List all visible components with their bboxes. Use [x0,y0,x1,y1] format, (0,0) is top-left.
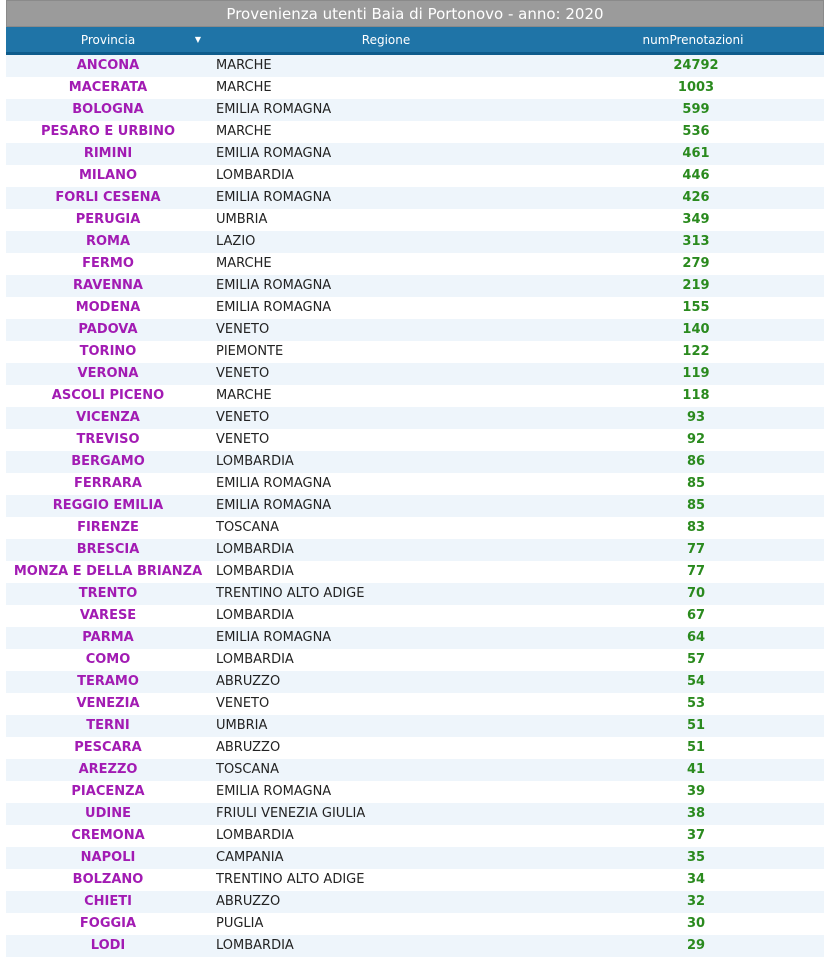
table-row [6,319,824,341]
cell-provincia: FOGGIA [79,916,137,931]
cell-provincia: ROMA [85,234,131,249]
cell-regione: MARCHE [216,256,272,271]
cell-provincia: PADOVA [78,322,138,337]
cell-num-prenotazioni: 461 [682,146,710,161]
table-row [6,385,824,407]
cell-provincia: MILANO [78,168,138,183]
cell-num-prenotazioni: 140 [682,322,710,337]
table-row [6,297,824,319]
cell-num-prenotazioni: 53 [686,696,706,711]
cell-num-prenotazioni: 279 [682,256,710,271]
cell-num-prenotazioni: 349 [682,212,710,227]
cell-regione: ABRUZZO [216,894,281,909]
table-row [6,737,824,759]
table-row [6,429,824,451]
table-row [6,869,824,891]
column-header-provincia[interactable]: Provincia [80,33,136,47]
table-row [6,187,824,209]
cell-num-prenotazioni: 119 [682,366,710,381]
cell-regione: VENETO [216,410,270,425]
table-row [6,253,824,275]
cell-regione: UMBRIA [216,212,268,227]
cell-regione: LOMBARDIA [216,938,294,953]
cell-provincia: MACERATA [68,80,148,95]
cell-num-prenotazioni: 30 [686,916,706,931]
table-row [6,759,824,781]
cell-regione: VENETO [216,696,270,711]
table-row [6,99,824,121]
table-title: Provenienza utenti Baia di Portonovo - anno: 2020 [6,0,824,27]
table-row [6,561,824,583]
cell-num-prenotazioni: 85 [686,476,706,491]
cell-provincia: PESCARA [74,740,142,755]
cell-provincia: FERRARA [74,476,142,491]
table-row [6,473,824,495]
cell-num-prenotazioni: 77 [686,564,706,579]
cell-num-prenotazioni: 1003 [677,80,715,95]
table-row [6,671,824,693]
cell-provincia: BERGAMO [71,454,145,469]
cell-provincia: PESARO E URBINO [40,124,176,139]
cell-provincia: VENEZIA [76,696,140,711]
cell-num-prenotazioni: 32 [686,894,706,909]
cell-regione: ABRUZZO [216,740,281,755]
cell-num-prenotazioni: 54 [686,674,706,689]
cell-provincia: TERAMO [77,674,139,689]
cell-num-prenotazioni: 86 [686,454,706,469]
cell-num-prenotazioni: 41 [686,762,706,777]
cell-provincia: PIACENZA [71,784,145,799]
cell-provincia: TORINO [79,344,137,359]
cell-regione: TOSCANA [216,520,280,535]
cell-regione: LAZIO [216,234,256,249]
cell-provincia: PERUGIA [75,212,141,227]
table-row [6,363,824,385]
table-row [6,517,824,539]
cell-regione: VENETO [216,322,270,337]
cell-num-prenotazioni: 39 [686,784,706,799]
cell-provincia: TRENTO [78,586,138,601]
table-header [6,27,824,55]
cell-provincia: MONZA E DELLA BRIANZA [13,564,203,579]
table-row [6,539,824,561]
cell-regione: UMBRIA [216,718,268,733]
cell-provincia: NAPOLI [80,850,136,865]
table-row [6,77,824,99]
cell-provincia: AREZZO [78,762,138,777]
cell-regione: MARCHE [216,58,272,73]
cell-provincia: BOLZANO [72,872,144,887]
cell-provincia: VARESE [79,608,137,623]
cell-regione: MARCHE [216,80,272,95]
cell-provincia: FORLI CESENA [55,190,161,205]
cell-regione: ABRUZZO [216,674,281,689]
cell-provincia: UDINE [85,806,131,821]
cell-num-prenotazioni: 57 [686,652,706,667]
cell-num-prenotazioni: 155 [682,300,710,315]
cell-regione: MARCHE [216,388,272,403]
cell-provincia: RAVENNA [73,278,143,293]
table-row [6,715,824,737]
cell-regione: EMILIA ROMAGNA [216,784,332,799]
cell-provincia: MODENA [75,300,141,315]
cell-regione: EMILIA ROMAGNA [216,476,332,491]
cell-regione: VENETO [216,432,270,447]
table-row [6,495,824,517]
cell-regione: EMILIA ROMAGNA [216,146,332,161]
cell-regione: LOMBARDIA [216,454,294,469]
cell-num-prenotazioni: 426 [682,190,710,205]
cell-regione: EMILIA ROMAGNA [216,278,332,293]
column-header-regione[interactable]: Regione [361,33,411,47]
cell-num-prenotazioni: 24792 [673,58,719,73]
table-row [6,913,824,935]
cell-num-prenotazioni: 118 [682,388,710,403]
sort-descending-icon[interactable]: ▼ [194,35,202,44]
cell-regione: CAMPANIA [216,850,284,865]
cell-provincia: RIMINI [83,146,133,161]
table-row [6,407,824,429]
table-row [6,143,824,165]
cell-regione: EMILIA ROMAGNA [216,190,332,205]
cell-num-prenotazioni: 219 [682,278,710,293]
table-row [6,121,824,143]
cell-num-prenotazioni: 536 [682,124,710,139]
table-row [6,583,824,605]
cell-provincia: CHIETI [84,894,132,909]
cell-num-prenotazioni: 92 [686,432,706,447]
cell-num-prenotazioni: 93 [686,410,706,425]
cell-num-prenotazioni: 85 [686,498,706,513]
cell-provincia: BRESCIA [76,542,140,557]
cell-num-prenotazioni: 77 [686,542,706,557]
cell-regione: LOMBARDIA [216,828,294,843]
table-row [6,693,824,715]
cell-num-prenotazioni: 70 [686,586,706,601]
cell-provincia: BOLOGNA [72,102,144,117]
cell-regione: PUGLIA [216,916,264,931]
cell-num-prenotazioni: 122 [682,344,710,359]
table-row [6,627,824,649]
cell-provincia: FIRENZE [77,520,139,535]
table-row [6,231,824,253]
cell-regione: EMILIA ROMAGNA [216,300,332,315]
cell-regione: TRENTINO ALTO ADIGE [216,872,365,887]
cell-regione: TRENTINO ALTO ADIGE [216,586,365,601]
cell-provincia: PARMA [82,630,134,645]
cell-num-prenotazioni: 35 [686,850,706,865]
cell-regione: LOMBARDIA [216,542,294,557]
cell-provincia: VERONA [77,366,139,381]
table-row [6,451,824,473]
cell-num-prenotazioni: 313 [682,234,710,249]
cell-regione: TOSCANA [216,762,280,777]
cell-num-prenotazioni: 446 [682,168,710,183]
cell-num-prenotazioni: 67 [686,608,706,623]
cell-num-prenotazioni: 51 [686,718,706,733]
cell-num-prenotazioni: 38 [686,806,706,821]
cell-num-prenotazioni: 64 [686,630,706,645]
cell-regione: EMILIA ROMAGNA [216,630,332,645]
cell-num-prenotazioni: 29 [686,938,706,953]
cell-provincia: VICENZA [76,410,140,425]
table-row [6,209,824,231]
cell-provincia: TREVISO [76,432,140,447]
cell-regione: EMILIA ROMAGNA [216,498,332,513]
cell-provincia: ASCOLI PICENO [51,388,165,403]
cell-provincia: CREMONA [71,828,145,843]
table-row [6,891,824,913]
cell-regione: MARCHE [216,124,272,139]
cell-regione: LOMBARDIA [216,652,294,667]
cell-provincia: FERMO [82,256,134,271]
table-row [6,55,824,77]
cell-num-prenotazioni: 83 [686,520,706,535]
cell-regione: FRIULI VENEZIA GIULIA [216,806,366,821]
table-row [6,825,824,847]
cell-provincia: TERNI [86,718,130,733]
cell-regione: VENETO [216,366,270,381]
cell-num-prenotazioni: 51 [686,740,706,755]
page-edge [824,0,832,967]
table-row [6,341,824,363]
cell-regione: LOMBARDIA [216,168,294,183]
cell-num-prenotazioni: 37 [686,828,706,843]
table-row [6,605,824,627]
cell-regione: LOMBARDIA [216,608,294,623]
cell-regione: LOMBARDIA [216,564,294,579]
cell-num-prenotazioni: 599 [682,102,710,117]
cell-regione: PIEMONTE [216,344,284,359]
table-row [6,803,824,825]
table-row [6,781,824,803]
cell-regione: EMILIA ROMAGNA [216,102,332,117]
cell-provincia: COMO [85,652,131,667]
cell-provincia: ANCONA [76,58,140,73]
table-body [6,55,824,967]
cell-num-prenotazioni: 34 [686,872,706,887]
column-header-num-prenotazioni[interactable]: numPrenotazioni [642,33,744,47]
table-row [6,275,824,297]
cell-provincia: REGGIO EMILIA [52,498,164,513]
table-row [6,649,824,671]
table-row [6,847,824,869]
table-row [6,935,824,957]
table-row [6,165,824,187]
cell-provincia: LODI [90,938,126,953]
